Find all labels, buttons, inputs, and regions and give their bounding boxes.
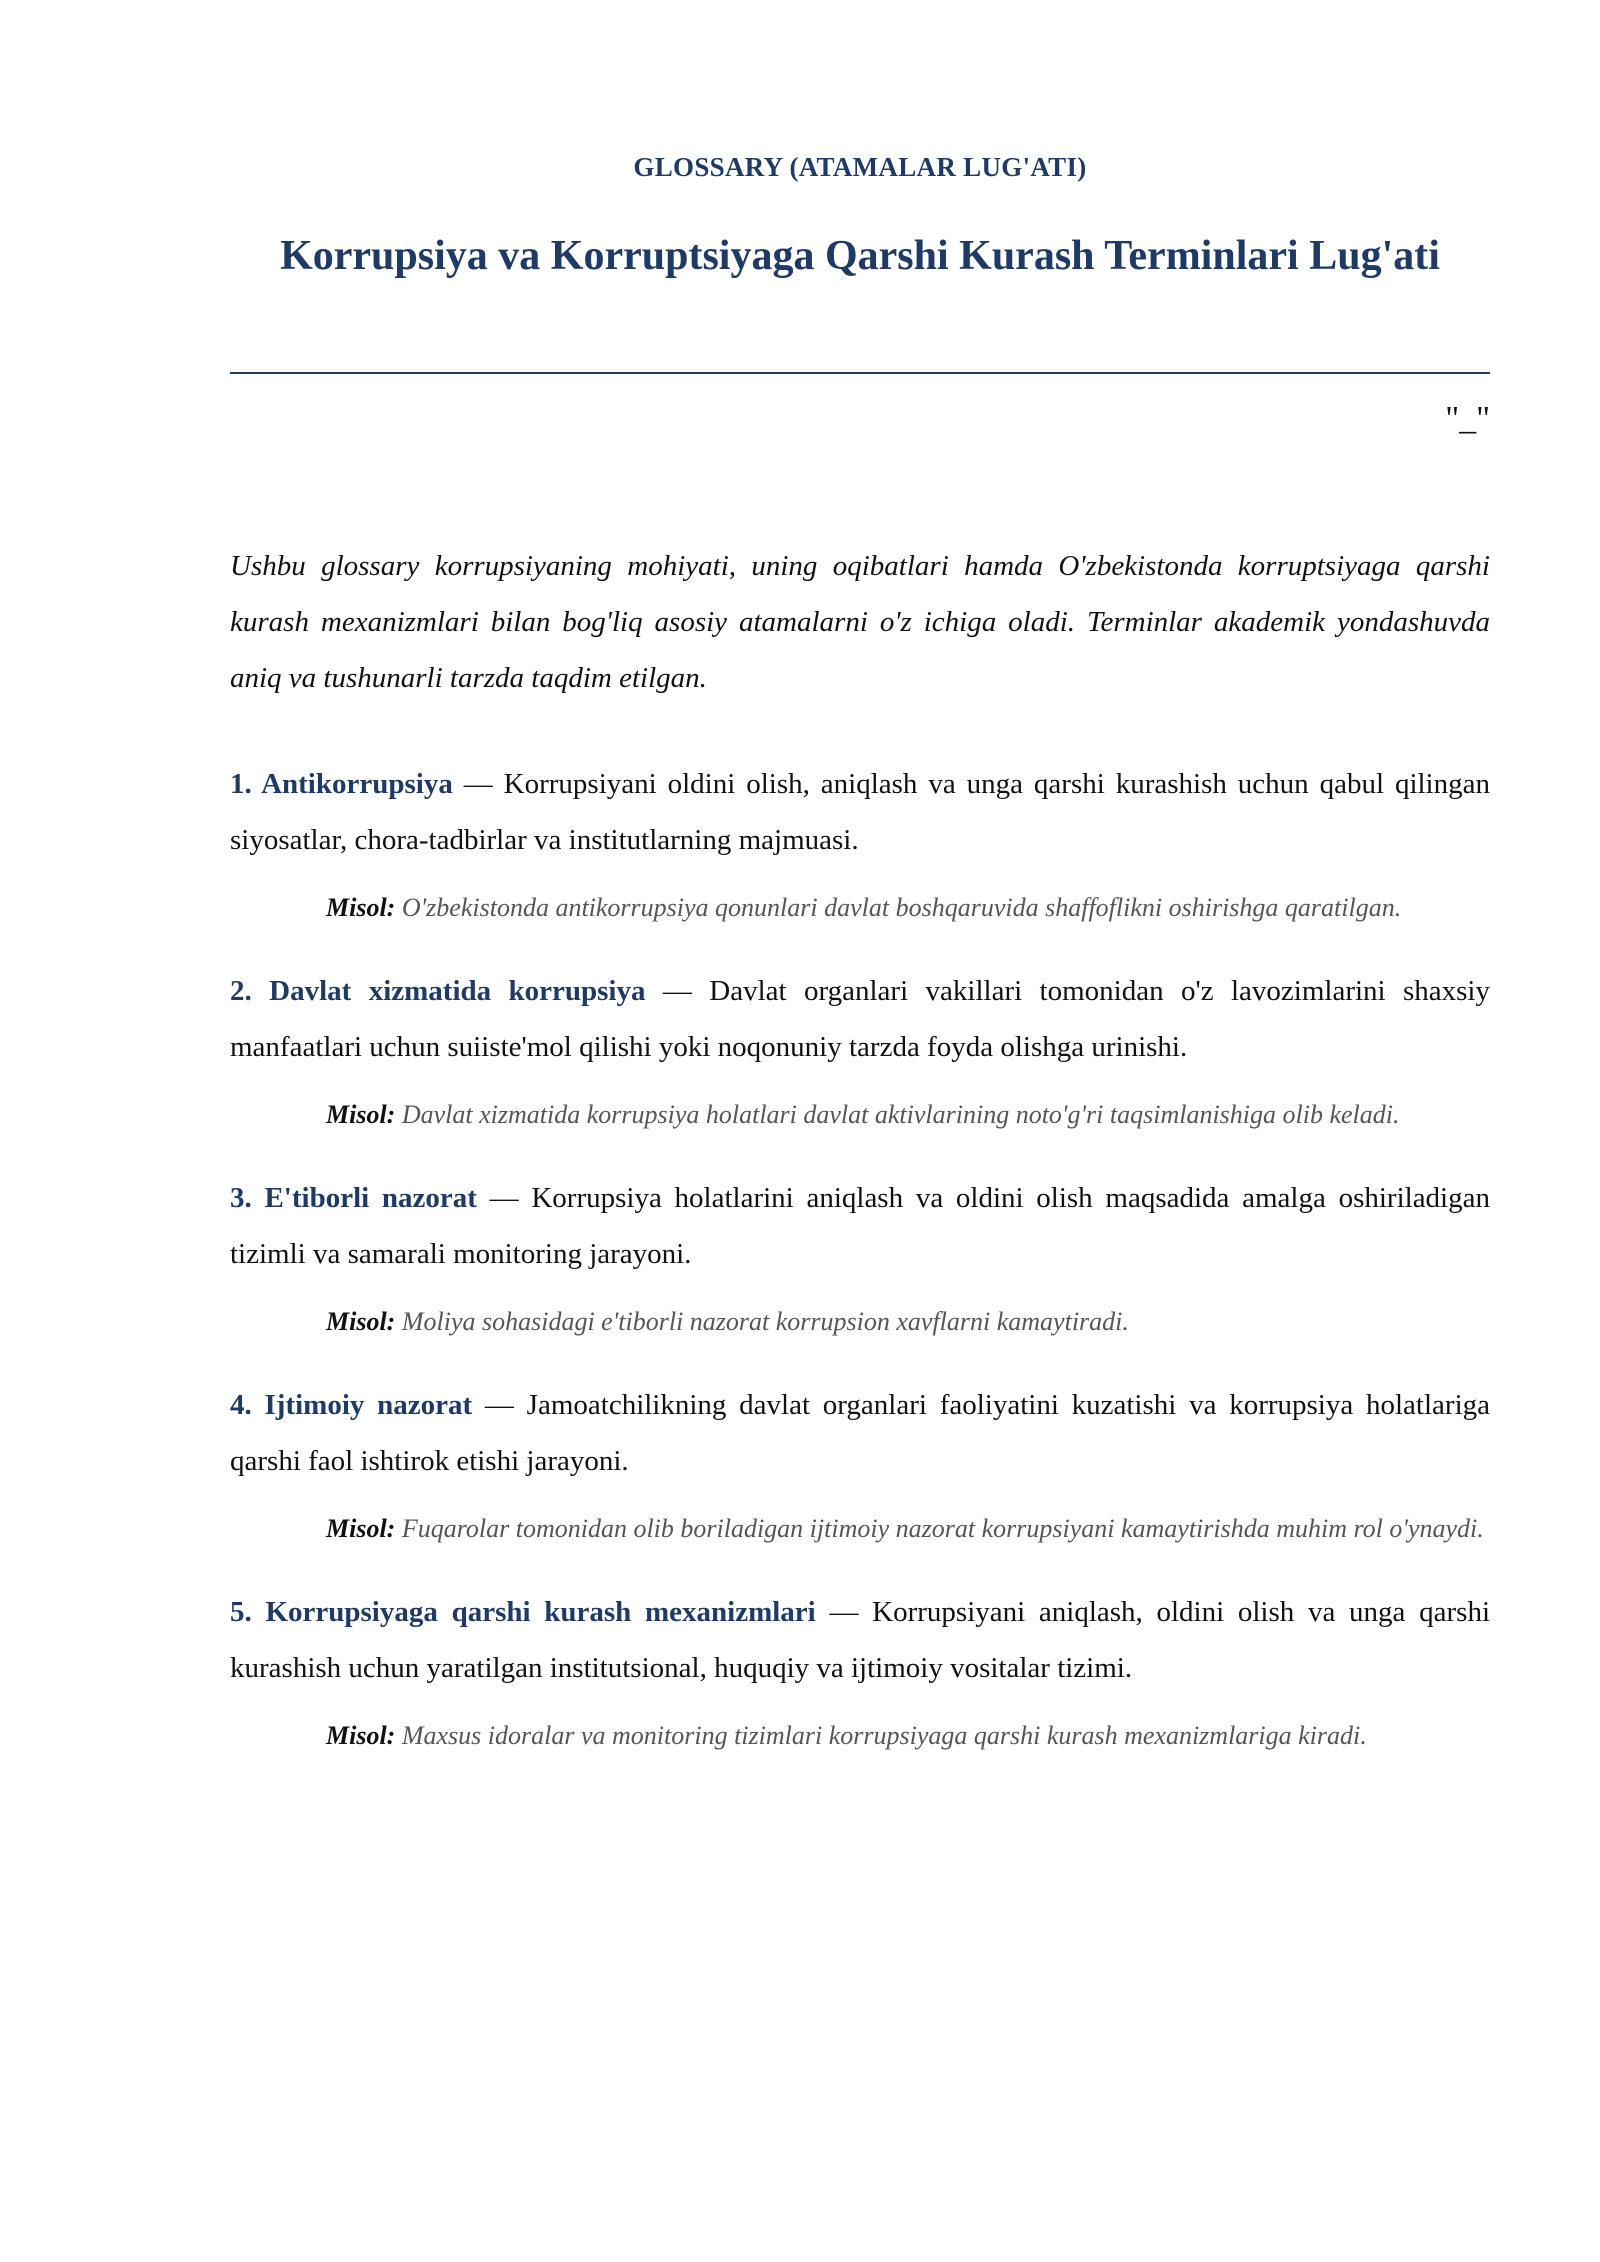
example-text: Moliya sohasidagi e'tiborli nazorat korrupsion xavflarni kamaytiradi.	[395, 1307, 1129, 1336]
intro-paragraph: Ushbu glossary korrupsiyaning mohiyati, uning oqibatlari hamda O'zbekistonda korruptsiyaga qarshi kurash mexanizmlari bilan bog'liq asosiy atamalarni o'z ichiga oladi. Terminlar akademik yondashuvda aniq va tushunarli tarzda taqdim etilgan.	[230, 550, 1490, 694]
entry-definition	[230, 1377, 1490, 1489]
entry-example	[326, 1296, 1490, 1347]
entry-example	[326, 1503, 1490, 1554]
example-text: O'zbekistonda antikorrupsiya qonunlari davlat boshqaruvida shaffoflikni oshirishga qaratilgan.	[395, 893, 1402, 922]
example-text: Maxsus idoralar va monitoring tizimlari korrupsiyaga qarshi kurash mexanizmlariga kiradi.	[395, 1721, 1367, 1750]
entry-example	[326, 1710, 1490, 1761]
entry-term: 2. Davlat xizmatida korrupsiya	[230, 975, 646, 1007]
entry-definition	[230, 1170, 1490, 1282]
example-label: Misol:	[326, 1307, 396, 1336]
example-label: Misol:	[326, 893, 396, 922]
glossary-heading: GLOSSARY (ATAMALAR LUG'ATI)	[633, 152, 1087, 182]
example-text: Fuqarolar tomonidan olib boriladigan ijtimoiy nazorat korrupsiyani kamaytirishda muhim rol o'ynaydi.	[395, 1514, 1484, 1543]
entry-definition	[230, 963, 1490, 1075]
title-divider	[230, 372, 1490, 374]
entry-definition-text: — Korrupsiya holatlarini aniqlash va oldini olish maqsadida amalga oshiriladigan tizimli va samarali monitoring jarayoni.	[230, 1182, 1490, 1270]
date-mark: "_"	[1445, 400, 1490, 437]
entry-term: 5. Korrupsiyaga qarshi kurash mexanizmlari	[230, 1596, 816, 1628]
glossary-entry	[230, 963, 1490, 1140]
glossary-entry	[230, 1584, 1490, 1761]
page-title: Korrupsiya va Korruptsiyaga Qarshi Kurash Terminlari Lug'ati	[280, 233, 1440, 279]
entry-term: 4. Ijtimoiy nazorat	[230, 1389, 473, 1421]
entry-definition	[230, 1584, 1490, 1696]
entry-definition-text: — Jamoatchilikning davlat organlari faoliyatini kuzatishi va korrupsiya holatlariga qarshi faol ishtirok etishi jarayoni.	[230, 1389, 1490, 1477]
example-text: Davlat xizmatida korrupsiya holatlari davlat aktivlarining noto'g'ri taqsimlanishiga olib keladi.	[395, 1100, 1400, 1129]
entry-term: 1. Antikorrupsiya	[230, 768, 453, 800]
entry-definition	[230, 756, 1490, 868]
example-label: Misol:	[326, 1514, 396, 1543]
entry-definition-text: — Korrupsiyani aniqlash, oldini olish va unga qarshi kurashish uchun yaratilgan institutsional, huquqiy va ijtimoiy vositalar tizimi.	[230, 1596, 1490, 1684]
glossary-entry	[230, 1377, 1490, 1554]
example-label: Misol:	[326, 1100, 396, 1129]
example-label: Misol:	[326, 1721, 396, 1750]
glossary-entries	[230, 756, 1490, 1791]
entry-example	[326, 882, 1490, 933]
entry-example	[326, 1089, 1490, 1140]
glossary-entry	[230, 756, 1490, 933]
glossary-entry	[230, 1170, 1490, 1347]
entry-definition-text: — Davlat organlari vakillari tomonidan o'z lavozimlarini shaxsiy manfaatlari uchun suiiste'mol qilishi yoki noqonuniy tarzda foyda olishga urinishi.	[230, 975, 1490, 1063]
entry-definition-text: — Korrupsiyani oldini olish, aniqlash va unga qarshi kurashish uchun qabul qilingan siyosatlar, chora-tadbirlar va institutlarning majmuasi.	[230, 768, 1490, 856]
entry-term: 3. E'tiborli nazorat	[230, 1182, 477, 1214]
